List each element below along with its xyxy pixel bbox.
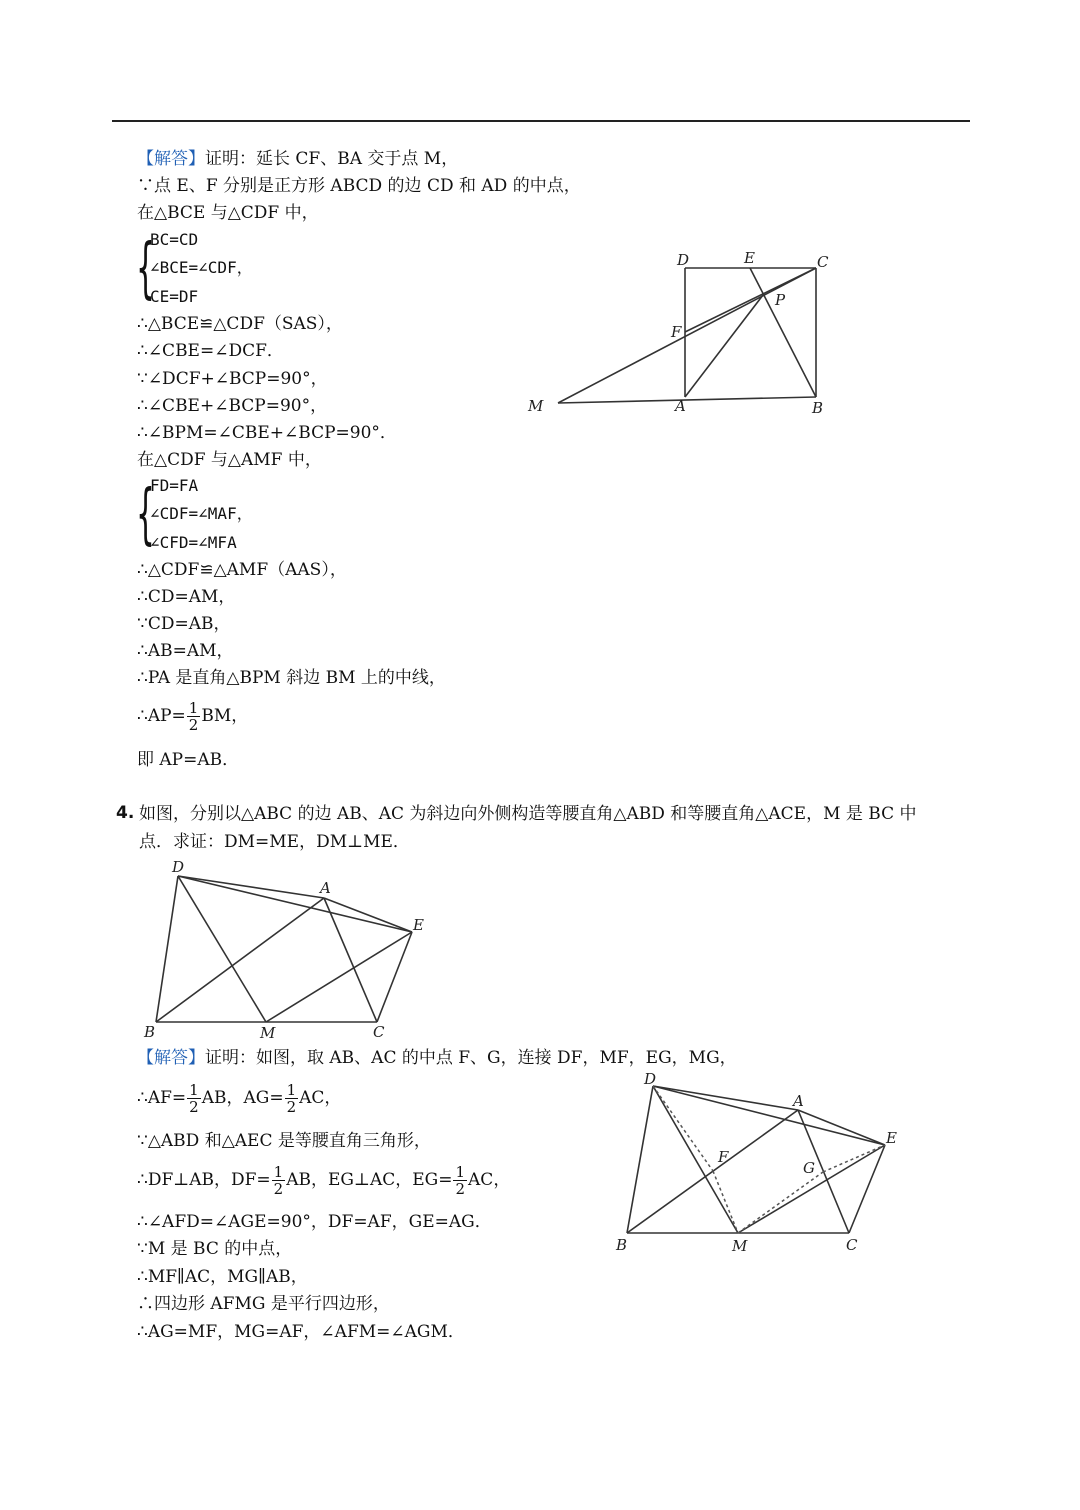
solution-line: ∴AG=MF，MG=AF，∠AFM=∠AGM． xyxy=(137,1322,465,1342)
label-D: D xyxy=(644,1070,657,1088)
fraction xyxy=(453,1164,467,1197)
fraction-den: 2 xyxy=(286,1098,297,1116)
figure-triangle-solution xyxy=(610,1065,910,1260)
solution-line: ∵∠DCF+∠BCP=90°， xyxy=(137,369,328,389)
expr: AC， xyxy=(468,1170,511,1190)
expr: BM， xyxy=(201,706,249,726)
solution-line: ∵△ABD 和△AEC 是等腰直角三角形， xyxy=(137,1131,431,1151)
label-M: M xyxy=(528,397,544,415)
system-brace: { xyxy=(136,475,155,552)
fraction-den: 2 xyxy=(455,1180,466,1198)
solution-line: 即 AP=AB． xyxy=(137,750,240,770)
answer-tag: 【解答】 xyxy=(137,149,205,169)
solution-line: ∴PA 是直角△BPM 斜边 BM 上的中线， xyxy=(137,668,446,688)
question-text: 点．求证：DM=ME，DM⊥ME． xyxy=(139,832,410,852)
system-line: ∠CDF=∠MAF， xyxy=(150,504,253,523)
fraction-num: 1 xyxy=(189,1081,199,1099)
label-E: E xyxy=(744,249,755,267)
label-G: G xyxy=(803,1159,815,1177)
fraction xyxy=(187,1082,201,1115)
question-text: 如图，分别以△ABC 的边 AB、AC 为斜边向外侧构造等腰直角△ABD 和等腰直角△ACE，M 是 BC 中 xyxy=(139,804,917,824)
expr: ∴AF= xyxy=(137,1088,187,1108)
figure-triangle-question xyxy=(140,858,440,1043)
label-C: C xyxy=(846,1236,858,1254)
solution-line: ∵点 E、F 分别是正方形 ABCD 的边 CD 和 AD 的中点， xyxy=(137,176,581,196)
header-rule xyxy=(112,120,970,122)
solution-intro xyxy=(137,148,458,170)
fraction xyxy=(285,1082,299,1115)
solution-line xyxy=(137,1078,341,1118)
expr: AB，EG⊥AC，EG= xyxy=(286,1170,453,1190)
label-P: P xyxy=(775,291,786,309)
fraction-num: 1 xyxy=(286,1081,297,1099)
label-B: B xyxy=(616,1236,628,1254)
question-number: 4. xyxy=(116,803,135,823)
label-C: C xyxy=(373,1023,385,1041)
label-E: E xyxy=(413,916,424,934)
fraction-den: 2 xyxy=(188,716,199,734)
system-line: CE=DF xyxy=(150,287,199,306)
label-A: A xyxy=(793,1092,804,1110)
solution-line: 证明：如图，取 AB、AC 的中点 F、G，连接 DF，MF，EG，MG， xyxy=(205,1048,737,1068)
expr: ∴AP= xyxy=(137,706,186,726)
figure-square-abcd xyxy=(520,245,840,420)
label-M: M xyxy=(732,1237,748,1255)
label-F: F xyxy=(718,1148,729,1166)
fraction xyxy=(272,1164,286,1197)
expr: AB，AG= xyxy=(201,1088,284,1108)
solution-line: ∴AB=AM， xyxy=(137,641,234,661)
system-brace: { xyxy=(136,229,155,306)
system-line: FD=FA xyxy=(150,476,199,495)
label-F: F xyxy=(671,323,682,341)
system-line: BC=CD xyxy=(150,230,199,249)
solution-line: ∴四边形 AFMG 是平行四边形， xyxy=(137,1294,390,1314)
solution-line xyxy=(137,696,248,736)
system-line: ∠CFD=∠MFA xyxy=(150,533,237,552)
fraction xyxy=(187,700,201,733)
fraction-num: 1 xyxy=(455,1163,466,1181)
solution-line: ∴MF∥AC，MG∥AB， xyxy=(137,1267,308,1287)
solution-line: 证明：延长 CF、BA 交于点 M， xyxy=(205,149,459,169)
label-D: D xyxy=(172,858,185,876)
solution-line: 在△CDF 与△AMF 中， xyxy=(137,450,322,470)
solution-line: ∵CD=AB， xyxy=(137,614,231,634)
expr: AC， xyxy=(299,1088,342,1108)
solution-line: ∴∠CBE=∠DCF． xyxy=(137,341,284,361)
solution-line: ∴∠AFD=∠AGE=90°，DF=AF，GE=AG． xyxy=(137,1212,492,1232)
solution-line: ∴△CDF≌△AMF（AAS）， xyxy=(137,560,347,580)
solution-line: ∴∠CBE+∠BCP=90°， xyxy=(137,396,328,416)
label-B: B xyxy=(144,1023,156,1041)
solution-line xyxy=(137,1160,510,1200)
label-C: C xyxy=(817,253,829,271)
fraction-num: 1 xyxy=(273,1163,284,1181)
system-line: ∠BCE=∠CDF， xyxy=(150,258,253,277)
solution-line: ∴△BCE≌△CDF（SAS）， xyxy=(137,314,343,334)
label-B: B xyxy=(812,399,824,417)
label-A: A xyxy=(675,397,686,415)
solution-line: ∴CD=AM， xyxy=(137,587,236,607)
solution-line: ∴∠BPM=∠CBE+∠BCP=90°． xyxy=(137,423,397,443)
answer-tag: 【解答】 xyxy=(137,1048,205,1068)
fraction-den: 2 xyxy=(273,1180,284,1198)
expr: ∴DF⊥AB，DF= xyxy=(137,1170,271,1190)
label-A: A xyxy=(320,879,331,897)
solution-line: ∵M 是 BC 的中点， xyxy=(137,1239,293,1259)
label-D: D xyxy=(677,251,690,269)
fraction-den: 2 xyxy=(189,1098,199,1116)
solution-line: 在△BCE 与△CDF 中， xyxy=(137,203,319,223)
label-E: E xyxy=(886,1129,897,1147)
label-M: M xyxy=(260,1024,276,1042)
fraction-num: 1 xyxy=(188,699,199,717)
